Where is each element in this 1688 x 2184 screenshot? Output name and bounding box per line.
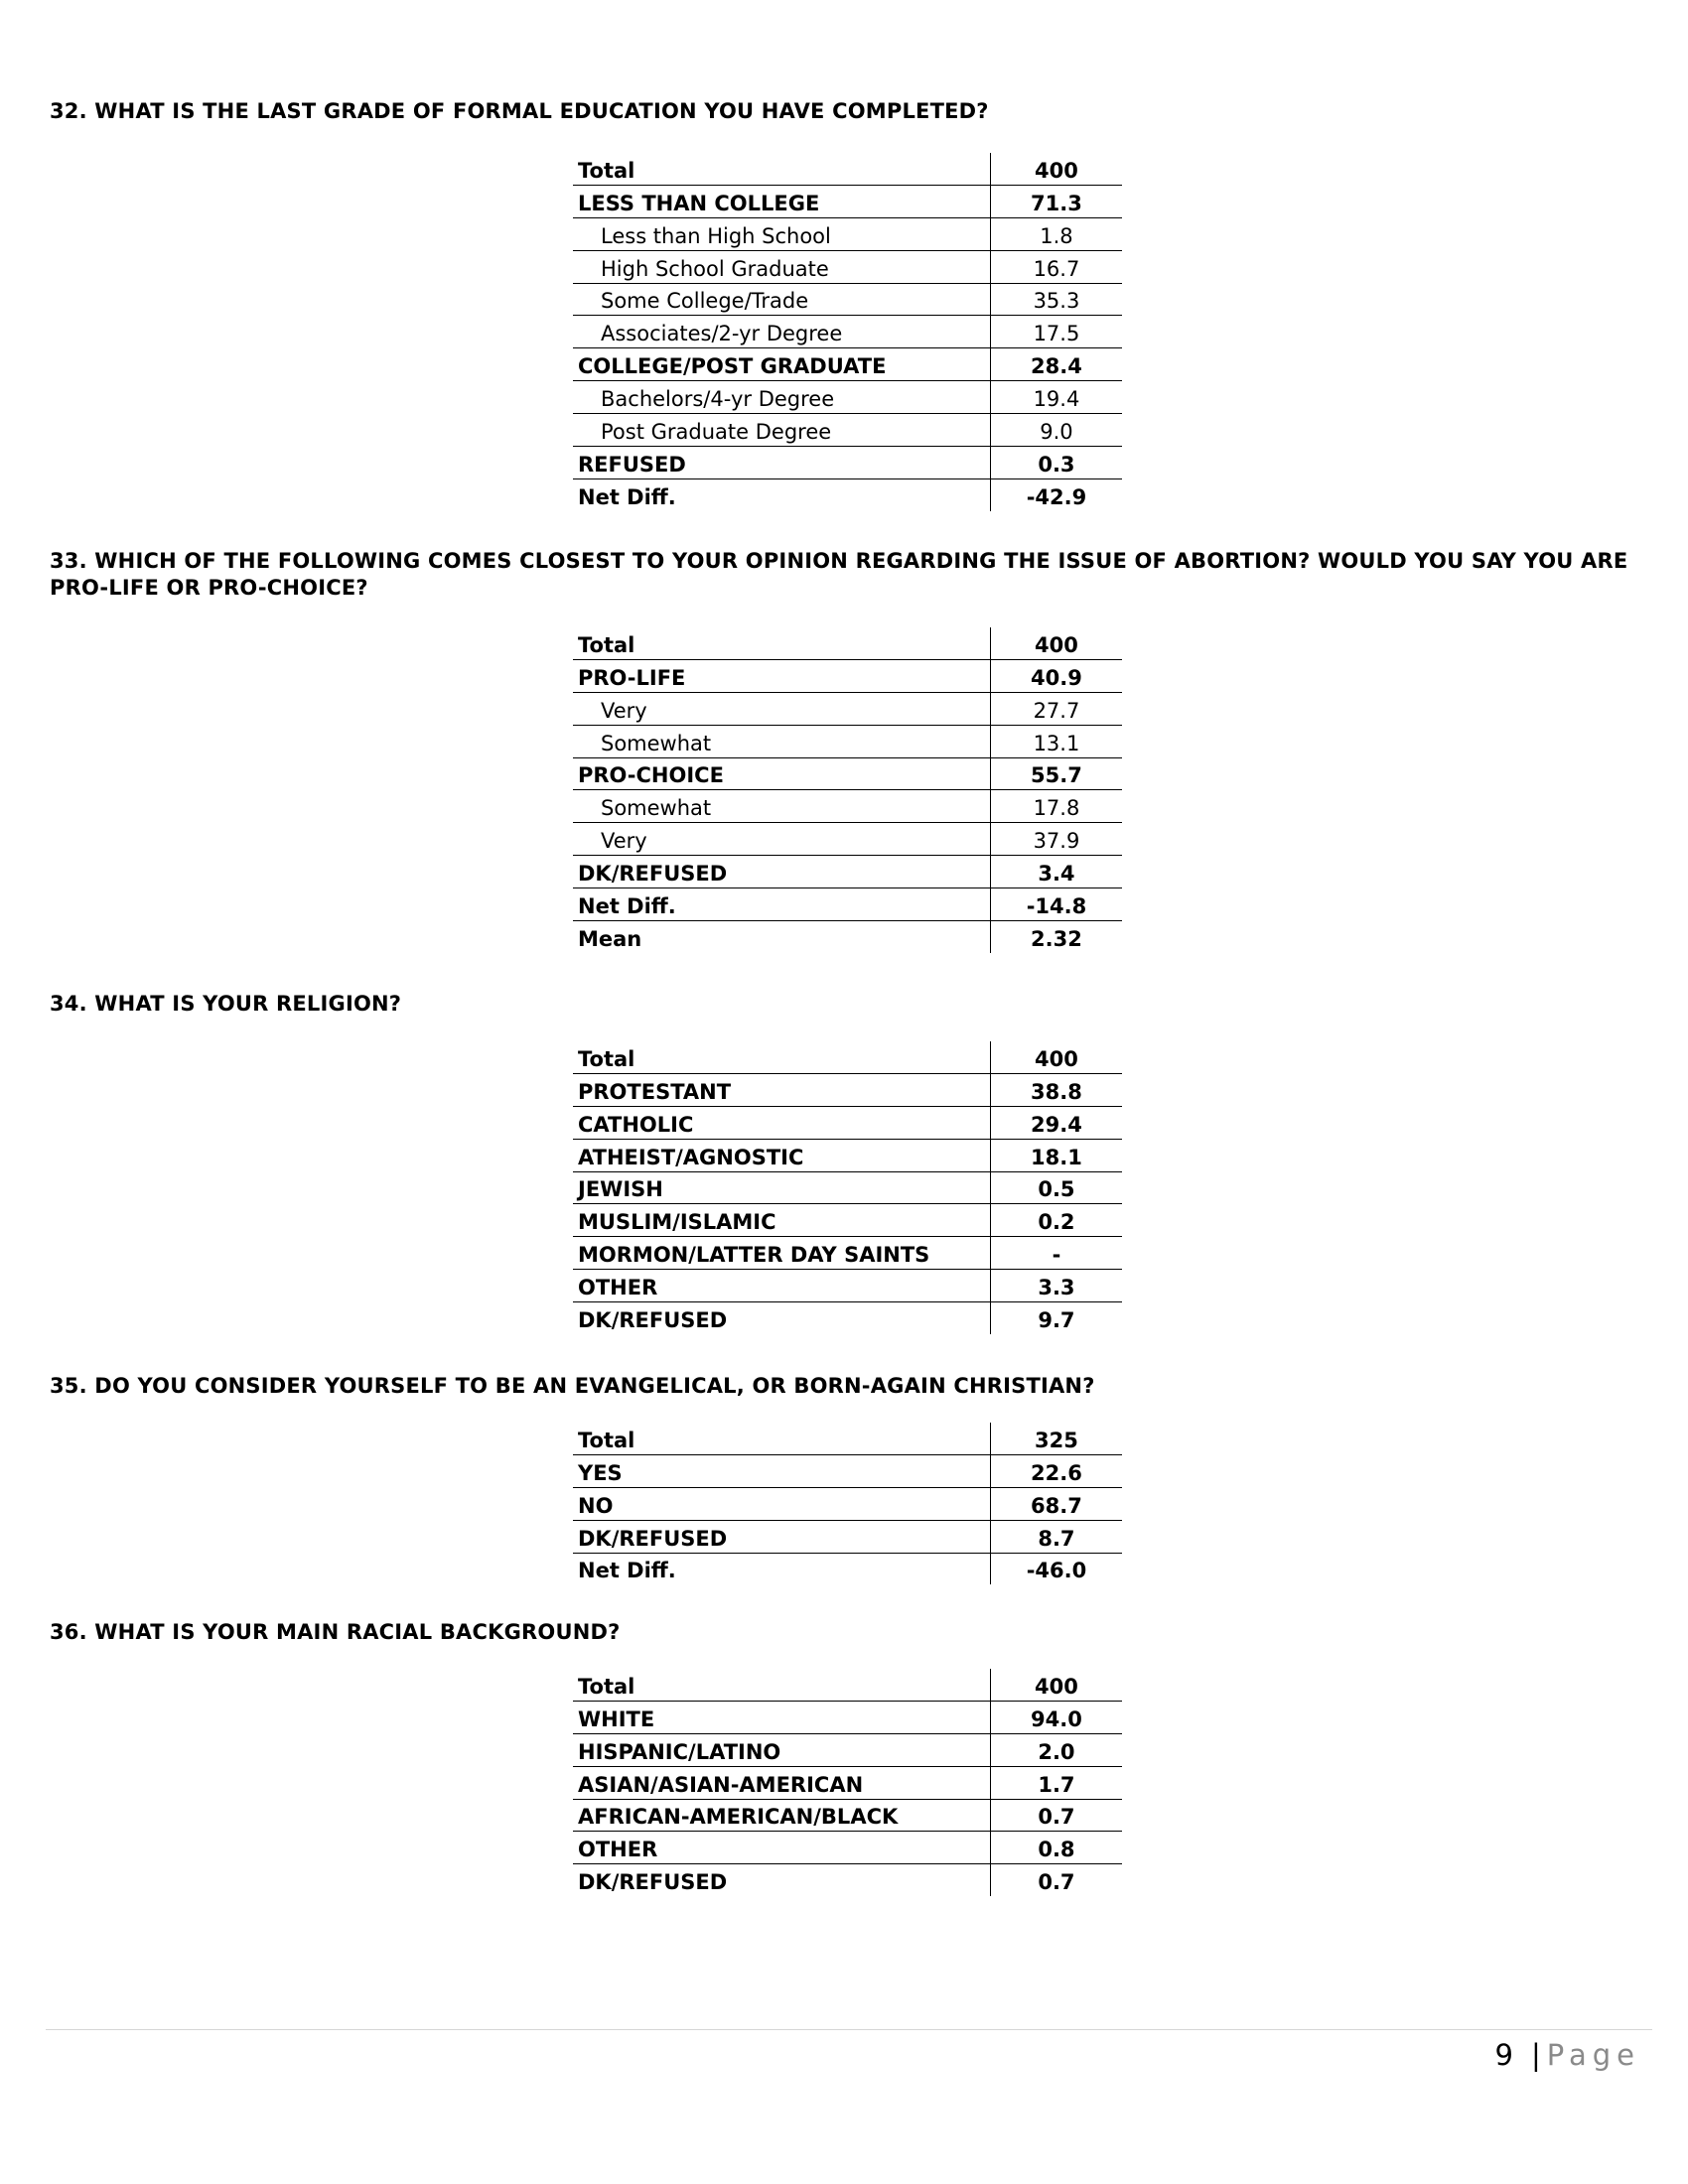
table-row (573, 1487, 1122, 1520)
table-row (573, 1520, 1122, 1553)
table-row (573, 414, 1122, 447)
row-label: NO (573, 1487, 990, 1520)
row-value: 27.7 (990, 692, 1122, 725)
page-footer (1495, 2037, 1640, 2073)
row-label: CATHOLIC (573, 1106, 990, 1139)
table-row (573, 856, 1122, 888)
table-row (573, 921, 1122, 953)
question-32-heading: 32. WHAT IS THE LAST GRADE OF FORMAL EDUCATION YOU HAVE COMPLETED? (50, 99, 989, 123)
table-row (573, 823, 1122, 856)
question-32-table (573, 153, 1122, 511)
table-row (573, 478, 1122, 510)
table-row (573, 185, 1122, 217)
row-value: 8.7 (990, 1520, 1122, 1553)
row-value: 400 (990, 627, 1122, 659)
row-value: 1.7 (990, 1766, 1122, 1799)
row-label: DK/REFUSED (578, 1870, 728, 1895)
table-row (573, 381, 1122, 414)
row-label: Total (573, 1669, 990, 1701)
table-row (573, 1073, 1122, 1106)
table-row (573, 757, 1122, 790)
row-label: Very (573, 823, 990, 856)
table-row (573, 659, 1122, 692)
row-value: 40.9 (990, 659, 1122, 692)
question-33-table (573, 627, 1122, 953)
table-row (573, 1270, 1122, 1302)
table-row (573, 1701, 1122, 1733)
table-row (573, 888, 1122, 921)
question-36-table (573, 1669, 1122, 1896)
row-label: ATHEIST/AGNOSTIC (573, 1139, 990, 1171)
row-value: 17.8 (990, 790, 1122, 823)
table-row (573, 1139, 1122, 1171)
question-34-heading: 34. WHAT IS YOUR RELIGION? (50, 992, 402, 1016)
row-value: 2.0 (990, 1733, 1122, 1766)
row-value: 13.1 (990, 725, 1122, 757)
row-value: 37.9 (990, 823, 1122, 856)
row-value: 9.0 (990, 414, 1122, 447)
table-row (573, 1553, 1122, 1584)
row-label: Total (573, 627, 990, 659)
row-label: WHITE (573, 1701, 990, 1733)
row-label: HISPANIC/LATINO (573, 1733, 990, 1766)
row-label: Post Graduate Degree (573, 414, 990, 447)
table-row (573, 217, 1122, 250)
row-label: PRO-CHOICE (573, 757, 990, 790)
page-label: Page (1546, 2038, 1640, 2072)
row-value: 2.32 (990, 921, 1122, 953)
row-value: 9.7 (990, 1302, 1122, 1334)
row-value: -14.8 (990, 888, 1122, 921)
table-row (573, 790, 1122, 823)
row-label: Net Diff. (578, 484, 676, 509)
table-row (573, 1041, 1122, 1073)
row-value: 400 (990, 1669, 1122, 1701)
row-value: 400 (990, 1041, 1122, 1073)
row-label: LESS THAN COLLEGE (573, 185, 990, 217)
table-row (573, 153, 1122, 185)
row-value: - (990, 1237, 1122, 1270)
table-row (573, 1454, 1122, 1487)
row-label: Total (573, 1423, 990, 1454)
row-value: 16.7 (990, 250, 1122, 283)
row-value: 71.3 (990, 185, 1122, 217)
table-row (573, 1171, 1122, 1204)
table-row (573, 316, 1122, 348)
row-label: Associates/2-yr Degree (573, 316, 990, 348)
row-label: Total (573, 153, 990, 185)
row-label: COLLEGE/POST GRADUATE (573, 348, 990, 381)
table-row (573, 1302, 1122, 1334)
question-35-heading: 35. DO YOU CONSIDER YOURSELF TO BE AN EVANGELICAL, OR BORN-AGAIN CHRISTIAN? (50, 1374, 1095, 1398)
row-value: 0.2 (990, 1204, 1122, 1237)
row-label: Mean (578, 926, 642, 951)
row-label: Total (573, 1041, 990, 1073)
question-33-heading: 33. WHICH OF THE FOLLOWING COMES CLOSEST TO YOUR OPINION REGARDING THE ISSUE OF ABORTION? WOULD YOU SAY YOU ARE PRO-LIFE OR PRO-CHOICE? (50, 549, 1628, 600)
row-label: Somewhat (573, 790, 990, 823)
row-value: 0.5 (990, 1171, 1122, 1204)
row-label: MORMON/LATTER DAY SAINTS (573, 1237, 990, 1270)
row-label: JEWISH (573, 1171, 990, 1204)
table-row (573, 1799, 1122, 1832)
table-row (573, 1423, 1122, 1454)
table-row (573, 1106, 1122, 1139)
table-row (573, 1733, 1122, 1766)
row-value: 35.3 (990, 283, 1122, 316)
table-row (573, 1237, 1122, 1270)
table-row (573, 627, 1122, 659)
table-row (573, 1832, 1122, 1864)
page-separator: | (1531, 2038, 1541, 2072)
row-label: REFUSED (573, 447, 990, 479)
row-value: 18.1 (990, 1139, 1122, 1171)
row-label: DK/REFUSED (573, 856, 990, 888)
question-34-table (573, 1041, 1122, 1334)
row-value: 400 (990, 153, 1122, 185)
row-label: Somewhat (573, 725, 990, 757)
row-value: -42.9 (990, 478, 1122, 510)
row-label: Bachelors/4-yr Degree (573, 381, 990, 414)
row-value: 325 (990, 1423, 1122, 1454)
row-label: ASIAN/ASIAN-AMERICAN (573, 1766, 990, 1799)
row-label: OTHER (573, 1832, 990, 1864)
row-value: 38.8 (990, 1073, 1122, 1106)
row-value: 1.8 (990, 217, 1122, 250)
row-value: 28.4 (990, 348, 1122, 381)
row-label: OTHER (573, 1270, 990, 1302)
row-label: YES (573, 1454, 990, 1487)
table-row (573, 250, 1122, 283)
row-label: PRO-LIFE (573, 659, 990, 692)
row-value: 55.7 (990, 757, 1122, 790)
row-value: 3.4 (990, 856, 1122, 888)
row-label: High School Graduate (573, 250, 990, 283)
row-value: 94.0 (990, 1701, 1122, 1733)
row-label: Very (573, 692, 990, 725)
table-row (573, 692, 1122, 725)
row-label: DK/REFUSED (578, 1308, 728, 1333)
row-label: DK/REFUSED (573, 1520, 990, 1553)
row-label: Net Diff. (578, 1559, 676, 1583)
row-value: 0.3 (990, 447, 1122, 479)
row-value: 0.7 (990, 1864, 1122, 1896)
row-value: -46.0 (990, 1553, 1122, 1584)
footer-divider (46, 2029, 1652, 2030)
row-label: AFRICAN-AMERICAN/BLACK (573, 1799, 990, 1832)
table-row (573, 447, 1122, 479)
table-row (573, 283, 1122, 316)
question-36-heading: 36. WHAT IS YOUR MAIN RACIAL BACKGROUND? (50, 1620, 621, 1644)
row-value: 0.8 (990, 1832, 1122, 1864)
table-row (573, 1204, 1122, 1237)
row-label: PROTESTANT (573, 1073, 990, 1106)
row-value: 68.7 (990, 1487, 1122, 1520)
row-label: Net Diff. (573, 888, 990, 921)
row-value: 0.7 (990, 1799, 1122, 1832)
table-row (573, 725, 1122, 757)
page-number: 9 (1494, 2038, 1513, 2072)
row-label: MUSLIM/ISLAMIC (573, 1204, 990, 1237)
table-row (573, 1766, 1122, 1799)
table-row (573, 348, 1122, 381)
question-35-table (573, 1423, 1122, 1584)
row-value: 19.4 (990, 381, 1122, 414)
table-row (573, 1669, 1122, 1701)
row-label: Less than High School (573, 217, 990, 250)
row-value: 17.5 (990, 316, 1122, 348)
row-label: Some College/Trade (573, 283, 990, 316)
table-row (573, 1864, 1122, 1896)
row-value: 29.4 (990, 1106, 1122, 1139)
row-value: 22.6 (990, 1454, 1122, 1487)
row-value: 3.3 (990, 1270, 1122, 1302)
